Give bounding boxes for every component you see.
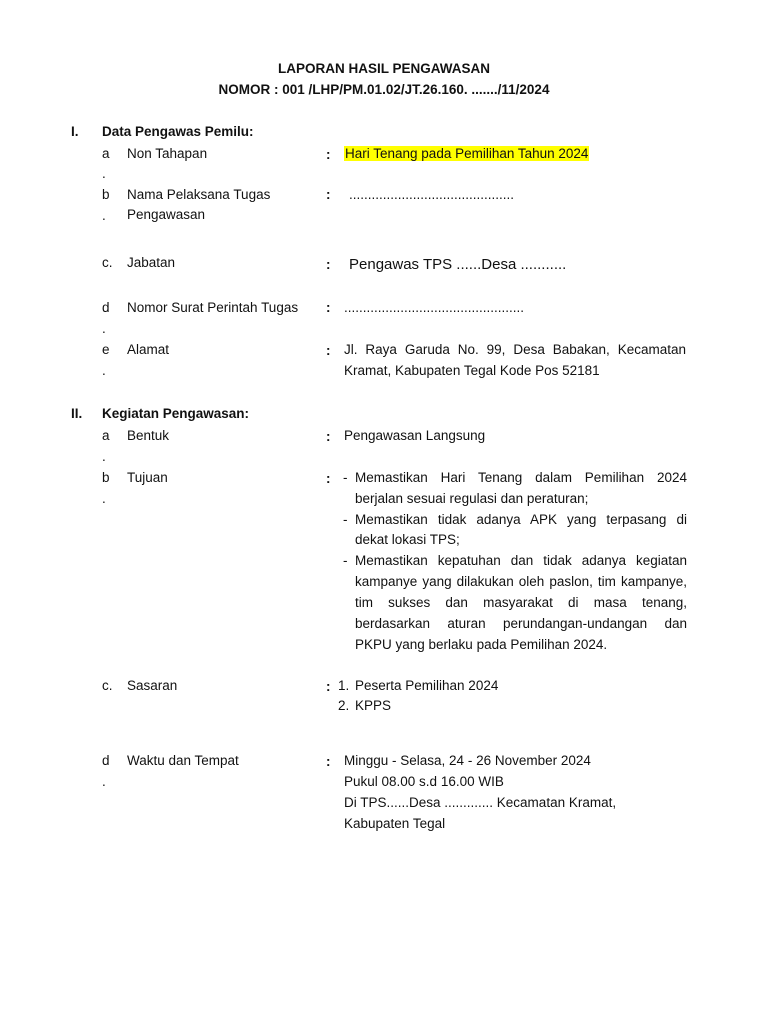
document-number: NOMOR : 001 /LHP/PM.01.02/JT.26.160. ......./11/2024 bbox=[218, 82, 550, 97]
colon: : bbox=[326, 343, 331, 358]
non-tahapan-value bbox=[344, 146, 589, 161]
tujuan-item-3-line4: berdasarkan aturan perundangan-undangan dan bbox=[355, 616, 687, 631]
item-letter: a bbox=[102, 146, 110, 161]
tempat-line1: Di TPS......Desa ............. Kecamatan Kramat, bbox=[344, 795, 617, 810]
item-letter-dot: . bbox=[102, 449, 106, 464]
tujuan-item-2-line2: dekat lokasi TPS; bbox=[355, 532, 460, 547]
bentuk-label: Bentuk bbox=[127, 428, 170, 443]
sasaran-item-2: KPPS bbox=[355, 698, 392, 713]
section-2-numeral: II. bbox=[71, 406, 83, 421]
item-letter-dot: . bbox=[102, 321, 106, 336]
surat-tugas-value: ................................................ bbox=[344, 300, 525, 315]
colon: : bbox=[326, 187, 331, 202]
surat-tugas-label: Nomor Surat Perintah Tugas bbox=[127, 300, 299, 315]
bullet-dash: - bbox=[343, 470, 348, 485]
colon: : bbox=[326, 754, 331, 769]
item-letter: d bbox=[102, 753, 110, 768]
jabatan-value: Pengawas TPS ......Desa ........... bbox=[349, 256, 567, 273]
colon: : bbox=[326, 471, 331, 486]
tujuan-item-1-line1: Memastikan Hari Tenang dalam Pemilihan 2024 bbox=[355, 470, 687, 485]
item-letter: b bbox=[102, 470, 110, 485]
tujuan-item-3-line3: tim sukses dan masyarakat di masa tenang, bbox=[355, 595, 687, 610]
tempat-line2: Kabupaten Tegal bbox=[344, 816, 446, 831]
item-letter-dot: . bbox=[102, 774, 106, 789]
bullet-dash: - bbox=[343, 512, 348, 527]
item-letter: a bbox=[102, 428, 110, 443]
item-letter: c. bbox=[102, 678, 113, 693]
alamat-value-line1: Jl. Raya Garuda No. 99, Desa Babakan, Kecamatan bbox=[344, 342, 686, 357]
colon: : bbox=[326, 679, 331, 694]
highlight: Hari Tenang pada Pemilihan Tahun 2024 bbox=[345, 146, 589, 161]
item-letter: e bbox=[102, 342, 110, 357]
bentuk-value: Pengawasan Langsung bbox=[344, 428, 486, 443]
pelaksana-label-line2: Pengawasan bbox=[127, 207, 206, 222]
sasaran-item-1: Peserta Pemilihan 2024 bbox=[355, 678, 499, 693]
colon: : bbox=[326, 300, 331, 315]
colon: : bbox=[326, 429, 331, 444]
item-letter: c. bbox=[102, 255, 113, 270]
alamat-label: Alamat bbox=[127, 342, 170, 357]
tujuan-item-2-line1: Memastikan tidak adanya APK yang terpasang di bbox=[355, 512, 687, 527]
waktu-tempat-label: Waktu dan Tempat bbox=[127, 753, 239, 768]
tujuan-label: Tujuan bbox=[127, 470, 168, 485]
item-letter-dot: . bbox=[102, 166, 106, 181]
section-1-numeral: I. bbox=[71, 124, 79, 139]
document-title: LAPORAN HASIL PENGAWASAN bbox=[277, 61, 491, 76]
pelaksana-value: ............................................ bbox=[349, 187, 515, 202]
section-2-heading: Kegiatan Pengawasan: bbox=[102, 406, 250, 421]
pelaksana-label-line1: Nama Pelaksana Tugas bbox=[127, 187, 271, 202]
section-1-heading: Data Pengawas Pemilu: bbox=[102, 124, 254, 139]
non-tahapan-label: Non Tahapan bbox=[127, 146, 208, 161]
item-letter: b bbox=[102, 187, 110, 202]
bullet-dash: - bbox=[343, 553, 348, 568]
item-letter-dot: . bbox=[102, 363, 106, 378]
sasaran-number-2: 2. bbox=[338, 698, 350, 713]
waktu-line2: Pukul 08.00 s.d 16.00 WIB bbox=[344, 774, 504, 789]
jabatan-label: Jabatan bbox=[127, 255, 176, 270]
tujuan-item-3-line2: kampanye yang dilakukan oleh paslon, tim kampanye, bbox=[355, 574, 687, 589]
item-letter-dot: . bbox=[102, 208, 106, 223]
colon: : bbox=[326, 147, 331, 162]
sasaran-number-1: 1. bbox=[338, 678, 350, 693]
alamat-value-line2: Kramat, Kabupaten Tegal Kode Pos 52181 bbox=[344, 363, 600, 378]
tujuan-item-3-line5: PKPU yang berlaku pada Pemilihan 2024. bbox=[355, 637, 608, 652]
tujuan-item-1-line2: berjalan sesuai regulasi dan peraturan; bbox=[355, 491, 589, 506]
item-letter: d bbox=[102, 300, 110, 315]
tujuan-item-3-line1: Memastikan kepatuhan dan tidak adanya kegiatan bbox=[355, 553, 687, 568]
sasaran-label: Sasaran bbox=[127, 678, 178, 693]
colon: : bbox=[326, 257, 331, 272]
item-letter-dot: . bbox=[102, 491, 106, 506]
waktu-line1: Minggu - Selasa, 24 - 26 November 2024 bbox=[344, 753, 591, 768]
